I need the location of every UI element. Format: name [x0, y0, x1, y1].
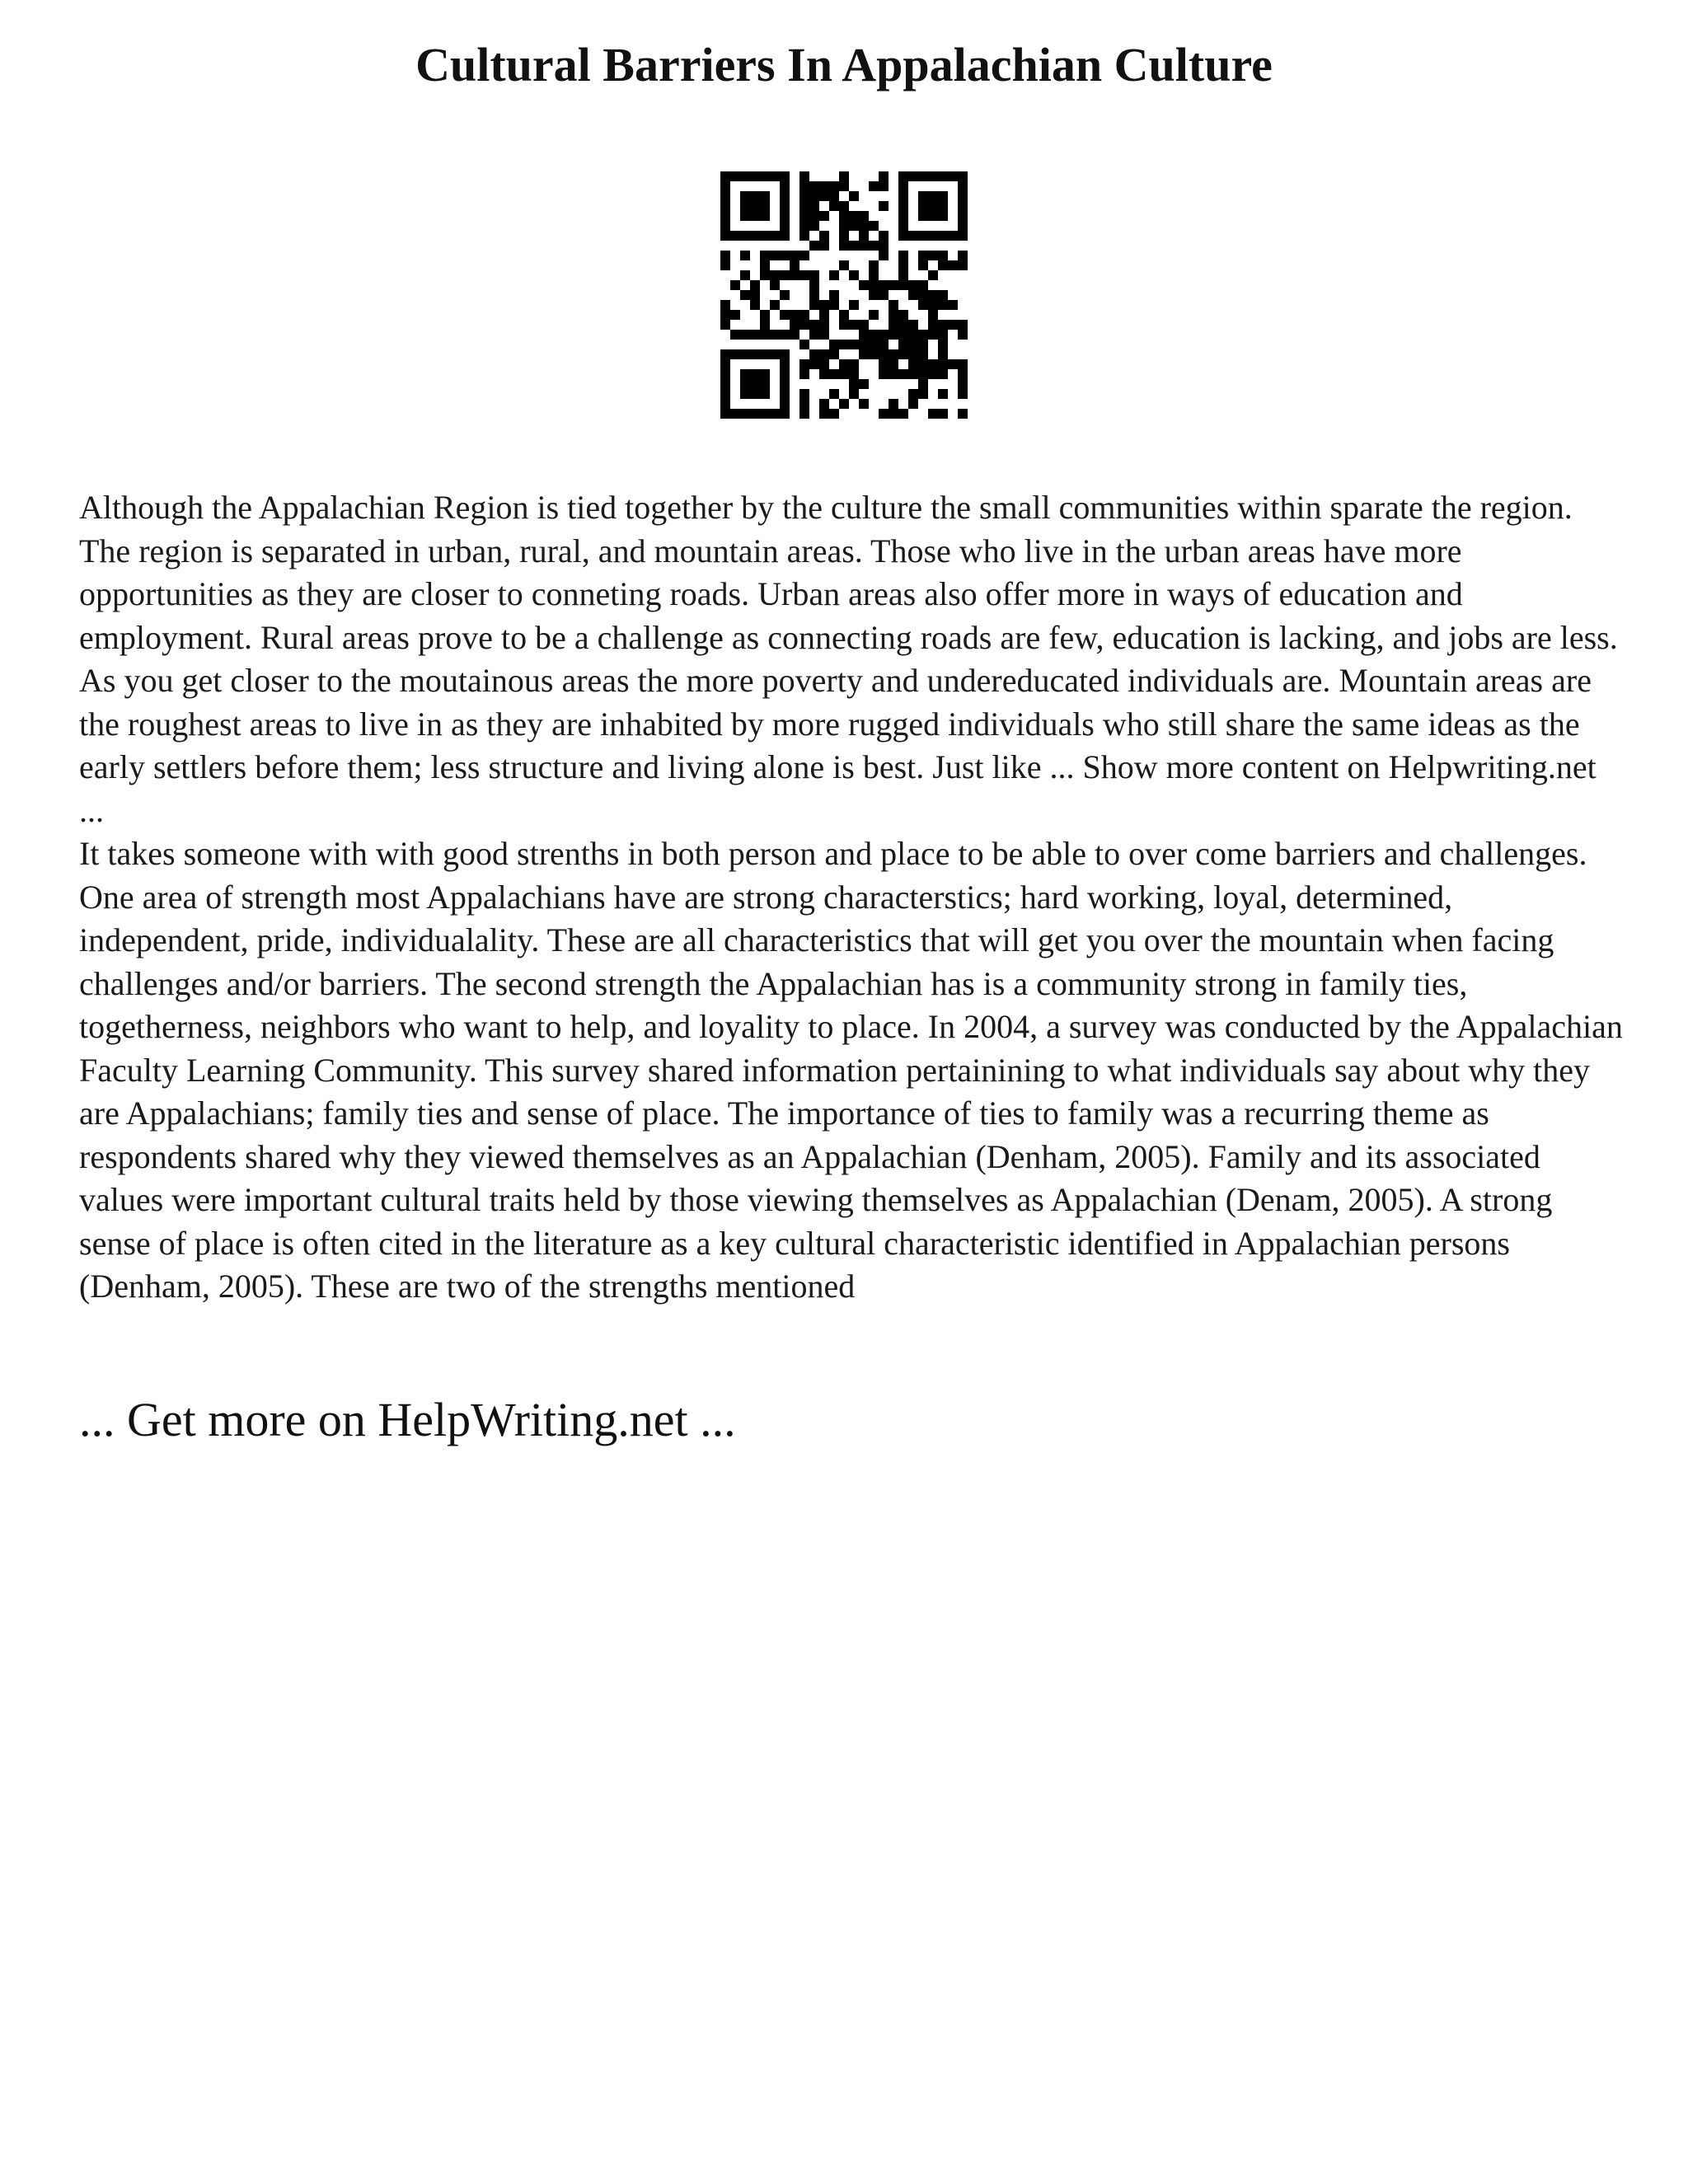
paragraph: Although the Appalachian Region is tied together by the culture the small communities within sparate the region. The region is separated in urban, rural, and mountain areas. Those who live in the urban areas have more opportunities as they are closer to conneting roads. Urban areas also offer more in ways of education and employment. Rural areas prove to be a challenge as connecting roads are few, education is lacking, and jobs are less. As you get closer to the moutainous areas the more poverty and undereducated individuals are. Mountain areas are the roughest areas to live in as they are inhabited by more rugged individuals who still share the same ideas as the early settlers before them; less structure and living alone is best. Just like ... Show more content on Helpwriting.net ...	[79, 489, 1618, 829]
article-body	[79, 486, 1629, 1309]
page-title: Cultural Barriers In Appalachian Culture	[415, 38, 1273, 91]
paragraph: It takes someone with with good strenths in both person and place to be able to over come barriers and challenges. One area of strength most Appalachians have are strong characterstics; hard working, loyal, determined, independent, pride, individualality. These are all characteristics that will get you over the mountain when facing challenges and/or barriers. The second strength the Appalachian has is a community strong in family ties, togetherness, neighbors who want to help, and loyality to place. In 2004, a survey was conducted by the Appalachian Faculty Learning Community. This survey shared information pertainining to what individuals say about why they are Appalachians; family ties and sense of place. The importance of ties to family was a recurring theme as respondents shared why they viewed themselves as an Appalachian (Denham, 2005). Family and its associated values were important cultural traits held by those viewing themselves as Appalachian (Denam, 2005). A strong sense of place is often cited in the literature as a key cultural characteristic identified in Appalachian persons (Denham, 2005). These are two of the strengths mentioned	[79, 835, 1623, 1305]
qr-code-icon[interactable]	[720, 171, 968, 419]
get-more-link[interactable]: ... Get more on HelpWriting.net ...	[79, 1393, 736, 1446]
